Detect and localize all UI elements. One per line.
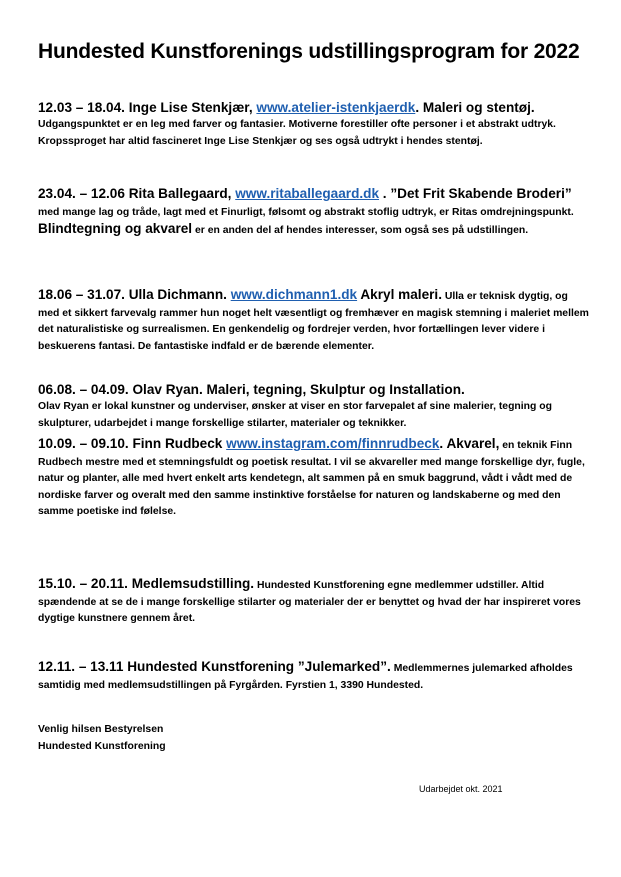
page-title: Hundested Kunstforenings udstillingsprogram for 2022 [38, 40, 580, 63]
footer-date: Udarbejdet okt. 2021 [419, 784, 503, 794]
entry-description: Ulla er teknisk dygtig, og med et sikkert farvevalg rammer hun noget helt væsentligt og fremhæver en magisk stemning i maleriet mellem det naturalistiske og surrealismen. En genkendelig og fordrejer verden, hvor fortællingen lever videre i beskuerens fantasi. De fantastiske indfald er de bærende elementer. [38, 291, 589, 352]
entry-dates: 10.09. – 09.10. Finn Rudbeck [38, 436, 227, 451]
exhibition-entry-5 [38, 434, 590, 521]
artist-website-link[interactable]: www.instagram.com/finnrudbeck [226, 436, 440, 451]
exhibition-entry-7 [38, 657, 590, 694]
exhibition-entry-6 [38, 574, 590, 628]
entry-dates: 15.10. – 20.11. Medlemsudstilling. [38, 576, 255, 591]
entry-description: med mange lag og tråde, lagt med et Finurligt, følsomt og abstrakt stoflig udtryk, er Ritas omdrejningspunkt. [38, 206, 574, 218]
entry-heading: 06.08. – 04.09. Olav Ryan. Maleri, tegning, Skulptur og Installation. [38, 382, 465, 397]
entry-medium: . ”Det Frit Skabende Broderi” [379, 186, 572, 201]
exhibition-entry-1 [38, 98, 590, 150]
entry-dates: 12.11. – 13.11 Hundested Kunstforening ”Julemarked”. [38, 659, 391, 674]
entry-description-continued: er en anden del af hendes interesser, som også ses på udstillingen. [192, 225, 529, 236]
entry-description: Udgangspunktet er en leg med farver og fantasier. Motiverne forestiller ofte personer i et abstrakt udtryk. Kropssproget har altid fascineret Inge Lise Stenkjær og ses også udtrykt i hendes stentøj. [38, 119, 556, 147]
entry-medium: Akryl maleri. [357, 287, 442, 302]
artist-website-link[interactable]: www.atelier-istenkjaerdk [256, 100, 416, 115]
entry-dates: 12.03 – 18.04. Inge Lise Stenkjær, [38, 100, 257, 115]
signature-line-2: Hundested Kunstforening [38, 740, 166, 752]
entry-highlight: Blindtegning og akvarel [38, 221, 193, 236]
entry-medium: . Akvarel, [439, 436, 500, 451]
exhibition-entry-2 [38, 184, 590, 240]
entry-medium: . Maleri og stentøj. [415, 100, 535, 115]
entry-description: Hundested Kunstforening egne medlemmer udstiller. Altid spændende at se de i mange forskellige stilarter og materialer der er benyttet og hvad der har inspireret vores dygtige kunstnere gennem året. [38, 580, 581, 624]
entry-dates: 18.06 – 31.07. Ulla Dichmann. [38, 287, 231, 302]
entry-dates: 23.04. – 12.06 Rita Ballegaard, [38, 186, 236, 201]
exhibition-entry-3 [38, 285, 590, 355]
entry-heading [38, 98, 590, 117]
entry-description: en teknik Finn Rudbech mestre med et stemningsfuldt og poetisk resultat. I vil se akvareller med mange forskellige dyr, fugle, natur og planter, alle med hvert enkelt arts kendetegn, alt sammen på en smuk baggrund, vådt i vådt med de nordiske farver og overalt med den samme instinktive forståelse for naturen og landskaberne og med den samme poetiske ind følelse. [38, 440, 585, 517]
signature [38, 722, 166, 755]
entry-description: Medlemmernes julemarked afholdes samtidig med medlemsudstillingen på Fyrgården. Fyrstien 1, 3390 Hundested. [38, 663, 573, 691]
artist-website-link[interactable]: www.ritaballegaard.dk [235, 186, 380, 201]
entry-description: Olav Ryan er lokal kunstner og underviser, ønsker at viser en stor farvepalet af sine malerier, tegning og skulpturer, udarbejdet i mange forskellige stilarter, materialer og teknikker. [38, 401, 552, 429]
signature-line-1: Venlig hilsen Bestyrelsen [38, 724, 164, 735]
artist-website-link[interactable]: www.dichmann1.dk [230, 287, 358, 302]
exhibition-entry-4 [38, 380, 590, 432]
